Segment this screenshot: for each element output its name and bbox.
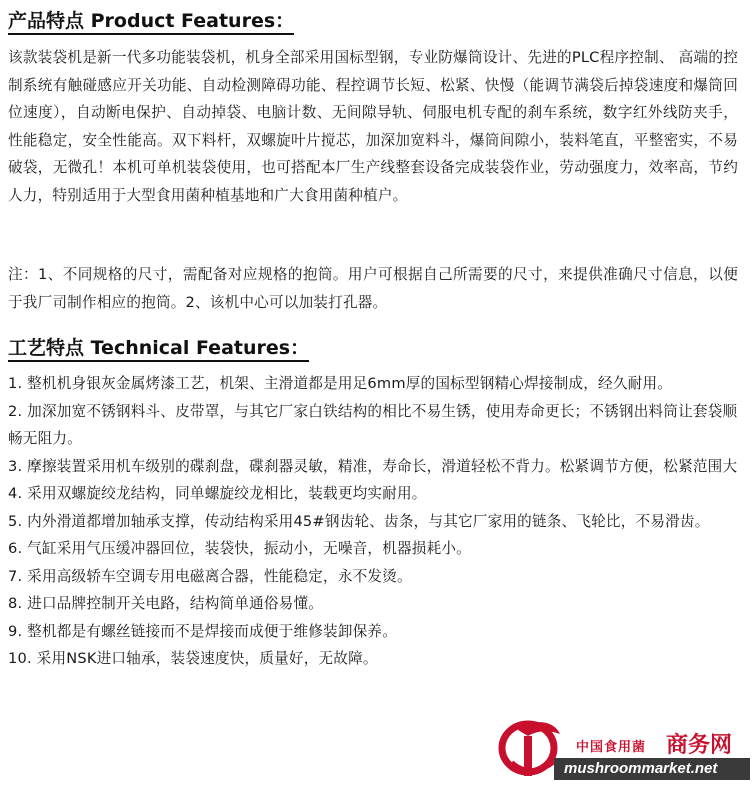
technical-features-title: 工艺特点 Technical Features： — [8, 337, 309, 362]
logo-text-cn-small: 中国食用菌 — [576, 740, 647, 755]
product-note-paragraph: 注：1、不同规格的尺寸，需配备对应规格的抱筒。用户可根据自己所需要的尺寸，来提供准确尺寸信息，以便于我厂司制作相应的抱筒。2、该机中心可以加装打孔器。 — [8, 266, 738, 311]
product-features-title: 产品特点 Product Features： — [8, 10, 294, 35]
list-item: 1. 整机机身银灰金属烤漆工艺，机架、主滑道都是用足6mm厚的国标型钢精心焊接制成，经久耐用。 — [8, 375, 673, 392]
list-item: 5. 内外滑道都增加轴承支撑，传动结构采用45#钢齿轮、齿条，与其它厂家用的链条、飞轮比，不易滑齿。 — [8, 512, 710, 530]
list-item: 6. 气缸采用气压缓冲器回位，装袋快，振动小，无噪音，机器损耗小。 — [8, 540, 471, 557]
mushroommarket-logo — [498, 706, 748, 784]
technical-features-list — [8, 370, 738, 673]
list-item: 2. 加深加宽不锈钢料斗、皮带罩，与其它厂家白铁结构的相比不易生锈，使用寿命更长；不锈钢出料筒让套袋顺畅无阻力。 — [8, 402, 738, 447]
list-item: 3. 摩擦装置采用机车级别的碟刹盘，碟刹器灵敏，精准，寿命长，滑道轻松不背力。松紧调节方便，松紧范围大 — [8, 457, 738, 475]
list-item: 4. 采用双螺旋绞龙结构，同单螺旋绞龙相比，装载更均实耐用。 — [8, 485, 427, 502]
list-item: 7. 采用高级轿车空调专用电磁离合器，性能稳定，永不发烫。 — [8, 567, 412, 585]
product-intro-paragraph: 该款装袋机是新一代多功能装袋机，机身全部采用国标型钢，专业防爆筒设计、先进的PLC程序控制、 高端的控制系统有触碰感应开关功能、自动检测障碍功能、程控调节长短、松紧、快慢（能调节满袋后掉袋速度和爆筒回位速度），自动断电保护、自动掉袋、电脑计数、无间隙导轨、伺服电机专配的刹车系统，数字红外线防夹手，性能稳定，安全性能高。双下料杆，双螺旋叶片搅芯，加深加宽料斗，爆筒间隙小，装料笔直，平整密实，不易破袋，无微孔！本机可单机装袋使用，也可搭配本厂生产线整套设备完成装袋作业，劳动强度力，效率高，节约人力，特别适用于大型食用菌种植基地和广大食用菌种植户。 — [8, 49, 738, 204]
list-item: 10. 采用NSK进口轴承，装袋速度快，质量好，无故障。 — [8, 650, 378, 667]
list-item: 8. 进口品牌控制开关电路，结构简单通俗易懂。 — [8, 595, 324, 612]
logo-url: mushroommarket.net — [554, 758, 750, 780]
logo-text-cn-big: 商务网 — [666, 733, 733, 758]
list-item: 9. 整机都是有螺丝链接而不是焊接而成便于维修装卸保养。 — [8, 622, 398, 640]
